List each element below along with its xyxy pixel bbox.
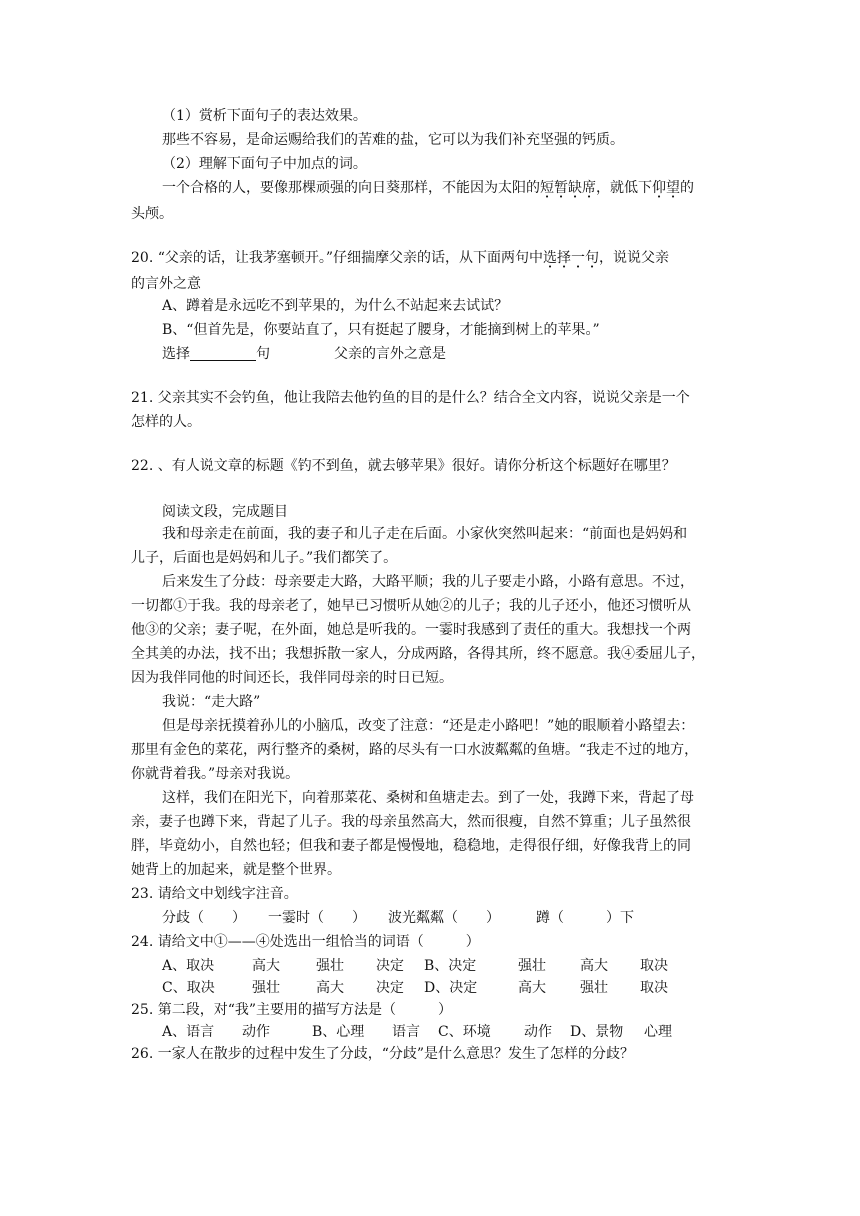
- q20-answer-blank[interactable]: [190, 346, 256, 361]
- passage-line: 后来发生了分歧：母亲要走大路，大路平顺；我的儿子要走小路，小路有意思。不过，: [162, 574, 694, 590]
- q25-option-d: D、景物: [570, 1024, 624, 1040]
- q24-option-word: 取决: [640, 980, 668, 996]
- q24-option-word: 高大: [580, 958, 608, 974]
- passage-line: 我和母亲走在前面，我的妻子和儿子走在后面。小家伙突然叫起来：“前面也是妈妈和: [162, 526, 688, 542]
- q20-text-a: 20. “父亲的话，让我茅塞顿开。”仔细揣摩父亲的话，从下面两句中: [131, 250, 544, 266]
- q25-option-c: C、环境: [438, 1024, 491, 1040]
- q24-option-c: C、取决: [162, 980, 215, 996]
- q19-sub2-line2: 头颅。: [131, 206, 173, 222]
- q23-title: 23. 请给文中划线字注音。: [131, 886, 298, 902]
- passage-line: 她背上的加起来，就是整个世界。: [131, 862, 341, 878]
- q24-option-word: 高大: [316, 980, 344, 996]
- passage-line: 他③的父亲；妻子呢，在外面，她总是听我的。一霎时我感到了责任的重大。我想找一个两: [131, 622, 691, 638]
- q25-option-word: 语言: [392, 1024, 420, 1040]
- q24-option-word: 强壮: [316, 958, 344, 974]
- q21-question-line2: 怎样的人。: [131, 414, 201, 430]
- q19-sub2-text-c: 的: [680, 180, 694, 196]
- q25-title: 25. 第二段，对“我”主要用的描写方法是（ ）: [131, 1002, 453, 1018]
- q19-sub2-line1: [162, 178, 694, 198]
- q24-option-word: 强壮: [580, 980, 608, 996]
- q20-option-b: B、“但首先是，你要站直了，只有挺起了腰身，才能摘到树上的苹果。”: [162, 322, 600, 338]
- q24-option-word: 高大: [252, 958, 280, 974]
- q25-options: [162, 1022, 672, 1042]
- dotted-char-yang: 仰: [652, 180, 666, 196]
- q20-option-a: A、蹲着是永远吃不到苹果的，为什么不站起来去试试？: [162, 298, 509, 314]
- q24-option-word: 强壮: [252, 980, 280, 996]
- passage-line: 我说：“走大路”: [162, 694, 261, 710]
- q24-options-row1: [162, 956, 668, 976]
- q20-question-line1: 20. “父亲的话，让我茅塞顿开。”仔细揣摩父亲的话，从下面两句中选择一句，说说父亲: [131, 250, 670, 266]
- q24-options-row2: [162, 978, 668, 998]
- q24-option-b: B、决定: [424, 958, 477, 974]
- q23-item-row: [162, 908, 634, 928]
- dotted-char-wang: 望: [666, 180, 680, 196]
- q24-option-word: 强壮: [518, 958, 546, 974]
- q23-item-dun: 蹲（ ）下: [536, 910, 634, 926]
- passage-line: 胖，毕竟幼小，自然也轻；但我和妻子都是慢慢地，稳稳地，走得很仔细，好像我背上的同: [131, 838, 691, 854]
- q25-option-word: 心理: [644, 1024, 672, 1040]
- q25-option-word: 动作: [524, 1024, 552, 1040]
- passage-line: 因为我伴同他的时间还长，我伴同母亲的时日已短。: [131, 670, 453, 686]
- q23-item-fenqi: 分歧（ ）: [162, 910, 246, 926]
- q20-text-b: ，说说父亲: [599, 250, 670, 266]
- q24-title: 24. 请给文中①——④处选出一组恰当的词语（ ）: [131, 934, 480, 950]
- q20-answer-line: [162, 344, 446, 364]
- q19-sub1-title: （1）赏析下面句子的表达效果。: [162, 108, 367, 124]
- q21-question-line1: 21. 父亲其实不会钓鱼，他让我陪去他钓鱼的目的是什么？结合全文内容，说说父亲是一个: [131, 390, 690, 406]
- passage-line: 一切都①于我。我的母亲老了，她早已习惯听从她②的儿子；我的儿子还小，他还习惯听从: [131, 598, 691, 614]
- q20-answer-suffix: 句: [256, 346, 270, 362]
- q24-option-word: 取决: [640, 958, 668, 974]
- q24-option-a: A、取决: [162, 958, 215, 974]
- passage-line: 但是母亲抚摸着孙儿的小脑瓜，改变了注意：“还是走小路吧！”她的眼顺着小路望去：: [162, 718, 695, 734]
- passage-line: 亲，妻子也蹲下来，背起了儿子。我的母亲虽然高大，然而很瘦，自然不算重；儿子虽然很: [131, 814, 691, 830]
- q23-item-linlin: 波光粼粼（ ）: [388, 910, 500, 926]
- q19-sub2-title: （2）理解下面句子中加点的词。: [162, 156, 367, 172]
- q24-option-word: 高大: [518, 980, 546, 996]
- q19-sub2-text-b: ，就低下: [596, 180, 652, 196]
- q26-title: 26. 一家人在散步的过程中发生了分歧，“分歧”是什么意思？发生了怎样的分歧？: [131, 1046, 635, 1062]
- passage-line: 全其美的办法，找不出；我想拆散一家人，分成两路，各得其所，终不愿意。我④委屈儿子，: [131, 646, 705, 662]
- q23-item-yishashi: 一霎时（ ）: [268, 910, 366, 926]
- q25-option-a: A、语言: [162, 1024, 215, 1040]
- q24-option-word: 决定: [376, 958, 404, 974]
- passage-line: 这样，我们在阳光下，向着那菜花、桑树和鱼塘走去。到了一处，我蹲下来，背起了母: [162, 790, 694, 806]
- q25-option-word: 动作: [242, 1024, 270, 1040]
- q19-sub2-text-a: 一个合格的人，要像那棵顽强的向日葵那样，不能因为太阳的: [162, 180, 540, 196]
- q24-option-d: D、决定: [424, 980, 478, 996]
- q19-sub1-sentence: 那些不容易，是命运赐给我们的苦难的盐，它可以为我们补充坚强的钙质。: [162, 132, 624, 148]
- q22-question: 22. 、有人说文章的标题《钓不到鱼，就去够苹果》很好。请你分析这个标题好在哪里？: [131, 458, 676, 474]
- dotted-word-duanzan-queqi: 短暂缺席: [540, 180, 596, 196]
- passage-line: 儿子，后面也是妈妈和儿子。”我们都笑了。: [131, 550, 398, 566]
- q20-question-line2: 的言外之意: [131, 276, 201, 292]
- q20-answer-label: 选择: [162, 346, 190, 362]
- reading-intro: 阅读文段，完成题目: [162, 504, 288, 520]
- passage-line: 那里有金色的菜花，两行整齐的桑树，路的尽头有一口水波粼粼的鱼塘。“我走不过的地方，: [131, 742, 699, 758]
- q20-answer-meaning-label: 父亲的言外之意是: [334, 346, 446, 362]
- q24-option-word: 决定: [376, 980, 404, 996]
- q25-option-b: B、心理: [312, 1024, 365, 1040]
- passage-line: 你就背着我。”母亲对我说。: [131, 766, 300, 782]
